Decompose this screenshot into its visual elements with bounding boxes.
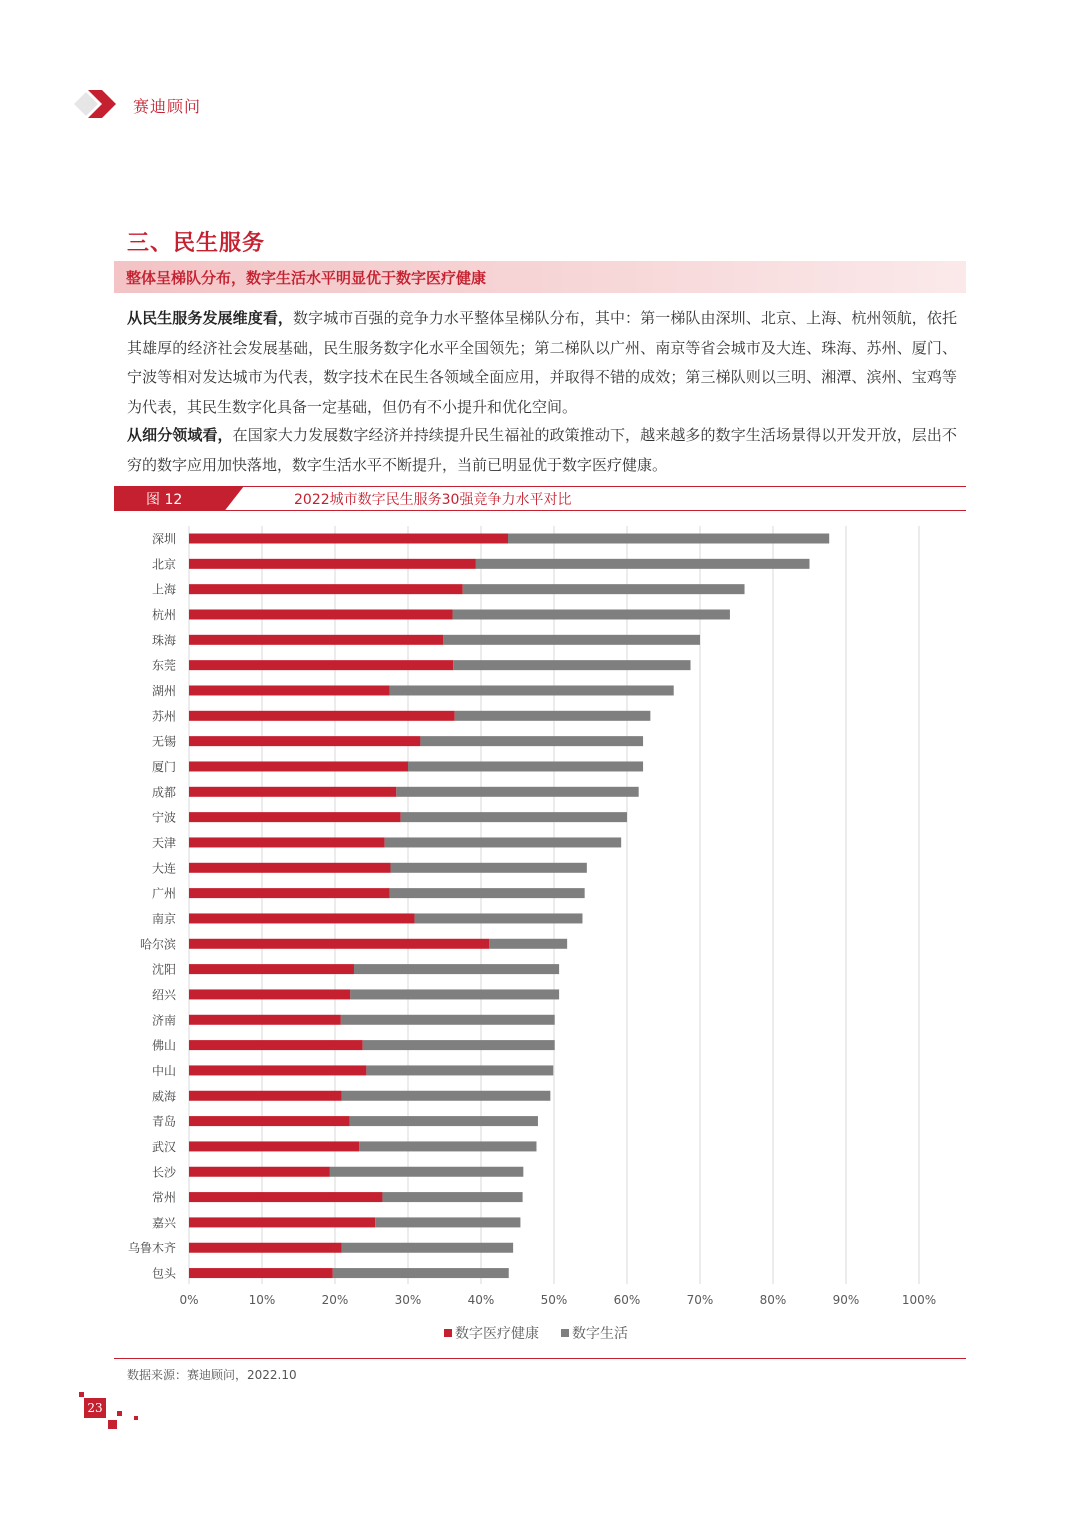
category-label: 绍兴 [151, 987, 176, 1002]
category-label: 广州 [151, 886, 176, 901]
x-tick-label: 80% [759, 1293, 787, 1307]
bar-segment-life [453, 660, 690, 670]
page-number: 23 [84, 1398, 106, 1418]
bar-segment-medical [189, 1268, 333, 1278]
bar-segment-medical [189, 812, 401, 822]
bar-segment-life [443, 635, 700, 645]
legend-item-medical-label: 数字医疗健康 [455, 1326, 539, 1342]
bar-segment-life [350, 1116, 538, 1126]
bar-segment-life [342, 1243, 514, 1253]
bar-segment-medical [189, 1065, 366, 1075]
x-tick-label: 60% [613, 1293, 641, 1307]
category-label: 东莞 [151, 658, 176, 673]
bar-segment-medical [189, 837, 385, 847]
bar-segment-life [401, 812, 627, 822]
bar-segment-life [350, 989, 559, 999]
figure-label: 图 12 [146, 492, 183, 508]
bar-segment-life [463, 584, 745, 594]
category-label: 珠海 [151, 633, 176, 648]
subtitle-band [114, 261, 966, 293]
bar-segment-life [390, 685, 674, 695]
category-label: 上海 [151, 582, 176, 597]
brand-logo-icon [72, 86, 122, 122]
paragraph-2-body: 在国家大力发展数字经济并持续提升民生福祉的政策推动下，越来越多的数字生活场景得以开发开放，层出不穷的数字应用加快落地，数字生活水平不断提升，当前已明显优于数字医疗健康。 [127, 426, 957, 474]
category-label: 嘉兴 [151, 1215, 176, 1230]
bar-segment-life [408, 761, 643, 771]
paragraph-1-lead: 从民生服务发展维度看， [127, 309, 294, 327]
bar-segment-life [363, 1040, 555, 1050]
category-label: 乌鲁木齐 [127, 1241, 176, 1256]
bar-segment-life [342, 1091, 551, 1101]
category-label: 杭州 [151, 607, 176, 622]
x-tick-label: 100% [901, 1293, 937, 1307]
bar-segment-life [420, 736, 643, 746]
source-rule [114, 1358, 966, 1359]
bar-segment-life [375, 1217, 520, 1227]
bar-segment-medical [189, 736, 420, 746]
bar-segment-medical [189, 989, 350, 999]
category-label: 无锡 [151, 734, 176, 749]
section-title: 三、民生服务 [127, 231, 266, 256]
x-tick-label: 90% [832, 1293, 860, 1307]
bar-segment-life [382, 1192, 522, 1202]
bar-segment-medical [189, 1217, 375, 1227]
section-subtitle: 整体呈梯队分布，数字生活水平明显优于数字医疗健康 [126, 269, 487, 287]
bar-segment-medical [189, 609, 453, 619]
category-label: 哈尔滨 [139, 937, 176, 952]
category-label: 南京 [151, 911, 176, 926]
category-label: 武汉 [151, 1139, 176, 1154]
x-tick-label: 20% [321, 1293, 349, 1307]
category-label: 青岛 [151, 1114, 176, 1129]
bar-segment-life [385, 837, 622, 847]
category-label: 北京 [151, 557, 176, 572]
bar-segment-medical [189, 761, 408, 771]
figure-header [114, 486, 966, 512]
bar-segment-life [489, 939, 567, 949]
figure-title: 2022城市数字民生服务30强竞争力水平对比 [294, 492, 572, 508]
bar-segment-medical [189, 1243, 342, 1253]
bar-segment-life [453, 609, 730, 619]
bar-segment-life [341, 1015, 555, 1025]
bar-segment-medical [189, 787, 396, 797]
category-label: 天津 [151, 835, 176, 850]
bar-segment-medical [189, 534, 508, 544]
category-label: 大连 [151, 861, 176, 876]
category-label: 长沙 [151, 1165, 176, 1180]
bar-segment-medical [189, 685, 390, 695]
decorative-dot [134, 1416, 138, 1420]
bar-segment-life [476, 559, 810, 569]
category-label: 成都 [151, 785, 176, 800]
legend-item-life-label: 数字生活 [572, 1326, 628, 1342]
paragraph-1-body: 数字城市百强的竞争力水平整体呈梯队分布，其中：第一梯队由深圳、北京、上海、杭州领航，依托其雄厚的经济社会发展基础，民生服务数字化水平全国领先；第二梯队以广州、南京等省会城市及大连、珠海、苏州、厦门、宁波等相对发达城市为代表，数字技术在民生各领域全面应用，并取得不错的成效；第三梯队则以三明、湘潭、滨州、宝鸡等为代表，其民生数字化具备一定基础，但仍有不小提升和优化空间。 [127, 309, 957, 416]
x-tick-label: 0% [179, 1293, 199, 1307]
bar-segment-life [415, 913, 583, 923]
bar-segment-medical [189, 711, 455, 721]
brand-name: 赛迪顾问 [133, 97, 202, 116]
bar-segment-life [390, 888, 585, 898]
legend-item-life-swatch [561, 1329, 569, 1337]
x-tick-label: 70% [686, 1293, 714, 1307]
category-label: 威海 [151, 1089, 176, 1104]
bar-segment-life [333, 1268, 509, 1278]
data-source: 数据来源：赛迪顾问，2022.10 [127, 1368, 297, 1382]
bar-segment-medical [189, 1192, 382, 1202]
bar-segment-life [330, 1167, 523, 1177]
bar-segment-life [455, 711, 651, 721]
bar-segment-medical [189, 1091, 342, 1101]
bar-segment-medical [189, 1015, 341, 1025]
category-label: 苏州 [151, 709, 176, 724]
bar-segment-medical [189, 913, 415, 923]
x-tick-label: 50% [540, 1293, 568, 1307]
x-tick-label: 30% [394, 1293, 422, 1307]
category-label: 包头 [151, 1266, 176, 1281]
bar-segment-medical [189, 863, 390, 873]
bar-segment-medical [189, 635, 443, 645]
paragraph-2-lead: 从细分领域看， [127, 426, 233, 444]
bar-segment-medical [189, 1167, 330, 1177]
bar-segment-life [508, 534, 829, 544]
stacked-bar-chart [114, 512, 966, 1358]
bar-segment-medical [189, 584, 463, 594]
bar-segment-medical [189, 1040, 363, 1050]
bar-segment-medical [189, 1141, 359, 1151]
category-label: 济南 [151, 1013, 176, 1028]
bar-segment-medical [189, 888, 390, 898]
bar-segment-life [366, 1065, 553, 1075]
decorative-dot [108, 1420, 117, 1429]
x-tick-label: 10% [248, 1293, 276, 1307]
bar-segment-life [354, 964, 559, 974]
bar-segment-medical [189, 660, 453, 670]
category-label: 湖州 [151, 683, 176, 698]
category-label: 沈阳 [151, 962, 176, 977]
bar-segment-medical [189, 939, 489, 949]
decorative-dot [79, 1392, 84, 1397]
category-label: 佛山 [151, 1038, 176, 1053]
bar-segment-life [396, 787, 638, 797]
bar-segment-medical [189, 559, 476, 569]
bar-segment-medical [189, 964, 354, 974]
bar-segment-life [359, 1141, 536, 1151]
figure-rule-bottom [114, 510, 966, 511]
x-tick-label: 40% [467, 1293, 495, 1307]
bar-segment-life [390, 863, 586, 873]
category-label: 宁波 [151, 810, 176, 825]
category-label: 厦门 [151, 759, 176, 774]
decorative-dot [117, 1411, 122, 1416]
paragraph-1 [127, 304, 957, 422]
bar-segment-medical [189, 1116, 350, 1126]
category-label: 常州 [151, 1190, 176, 1205]
category-label: 深圳 [151, 532, 176, 546]
paragraph-2 [127, 421, 957, 480]
category-label: 中山 [151, 1063, 176, 1078]
legend-item-medical-swatch [444, 1329, 452, 1337]
